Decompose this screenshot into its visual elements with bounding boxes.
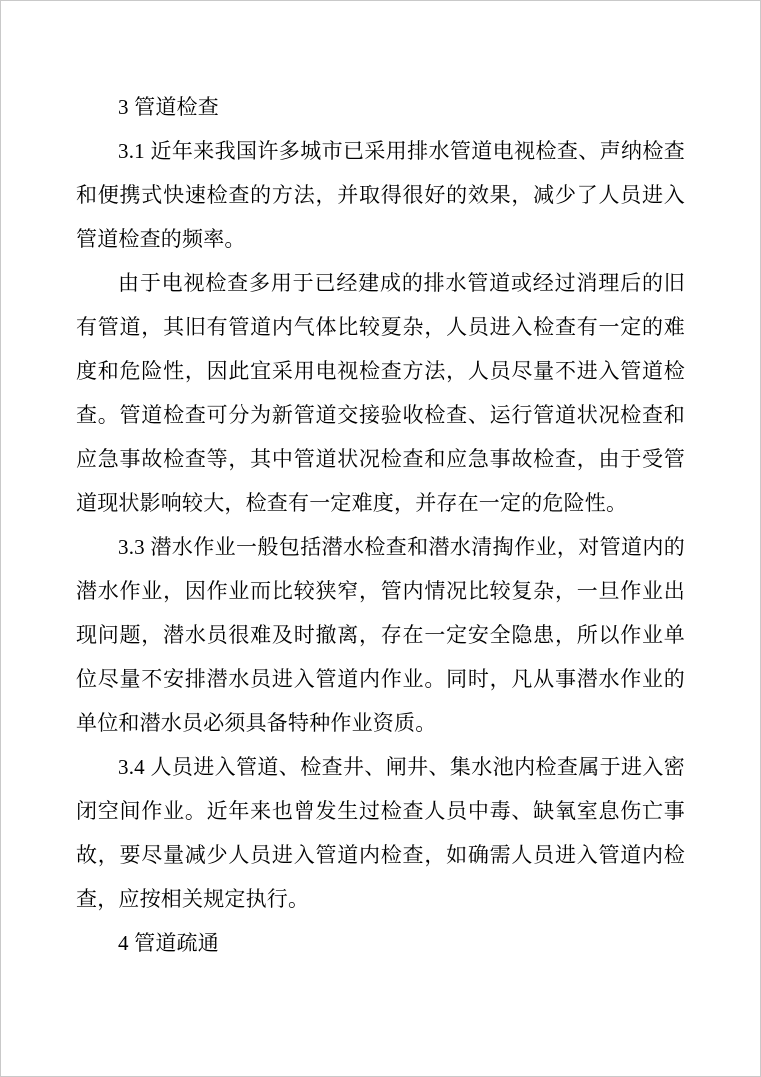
paragraph-tv-inspection: 由于电视检查多用于已经建成的排水管道或经过消理后的旧有管道，其旧有管道内气体比较夏杂，人员进入检查有一定的难度和危险性，因此宜采用电视检查方法，人员尽量不进入管道检查。管道检查可分为新管道交接验收检查、运行管道状况检查和应急事故检查等，其中管道状况检查和应急事故检查，由于受管道现状影响较大，检查有一定难度，并存在一定的危险性。 (76, 271, 685, 515)
paragraph-3-1: 3.1 近年来我国许多城市已采用排水管道电视检查、声纳检查和便携式快速检查的方法，并取得很好的效果，减少了人员进入管道检查的频率。 (76, 139, 685, 251)
paragraph-3-4: 3.4 人员进入管道、检查井、闸井、集水池内检查属于进入密闭空间作业。近年来也曾发生过检查人员中毒、缺氧室息伤亡事故，要尽量减少人员进入管道内检查，如确需人员进入管道内检查，应按相关规定执行。 (76, 755, 685, 911)
paragraph-3-3: 3.3 潜水作业一般包括潜水检查和潜水清掏作业，对管道内的潜水作业，因作业而比较狭窄，管内情况比较复杂，一旦作业出现问题，潜水员很难及时撤离，存在一定安全隐患，所以作业单位尽量不安排潜水员进入管道内作业。同时，凡从事潜水作业的单位和潜水员必须具备特种作业资质。 (76, 535, 685, 735)
section-heading-pipeline-inspection: 3 管道检查 (118, 95, 219, 119)
section-heading-pipeline-dredging: 4 管道疏通 (118, 931, 219, 955)
